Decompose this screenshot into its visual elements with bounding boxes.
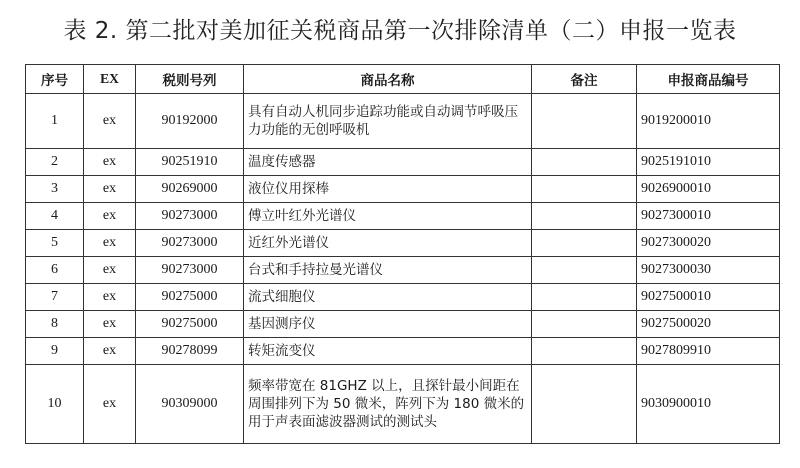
cell-product-name: 基因测序仪	[244, 311, 532, 338]
cell-tariff-code: 90273000	[136, 257, 244, 284]
cell-ex: ex	[84, 284, 136, 311]
table-row	[26, 176, 780, 203]
cell-declared-code: 9027300010	[637, 203, 780, 230]
cell-index: 6	[26, 257, 84, 284]
cell-tariff-code: 90273000	[136, 203, 244, 230]
cell-declared-code: 9026900010	[637, 176, 780, 203]
column-header-declared-code: 申报商品编号	[637, 65, 780, 94]
column-header-remarks: 备注	[532, 65, 637, 94]
cell-ex: ex	[84, 311, 136, 338]
table-row	[26, 311, 780, 338]
cell-product-name: 台式和手持拉曼光谱仪	[244, 257, 532, 284]
column-header-ex: EX	[84, 65, 136, 94]
cell-remarks	[532, 284, 637, 311]
cell-ex: ex	[84, 176, 136, 203]
table-row	[26, 365, 780, 444]
table-row	[26, 257, 780, 284]
cell-remarks	[532, 365, 637, 444]
cell-declared-code: 9025191010	[637, 149, 780, 176]
cell-tariff-code: 90192000	[136, 94, 244, 149]
table-row	[26, 149, 780, 176]
cell-remarks	[532, 338, 637, 365]
cell-index: 10	[26, 365, 84, 444]
cell-ex: ex	[84, 338, 136, 365]
cell-product-name: 转矩流变仪	[244, 338, 532, 365]
cell-tariff-code: 90251910	[136, 149, 244, 176]
cell-ex: ex	[84, 94, 136, 149]
cell-index: 5	[26, 230, 84, 257]
cell-tariff-code: 90278099	[136, 338, 244, 365]
cell-product-name: 液位仪用探棒	[244, 176, 532, 203]
column-header-index: 序号	[26, 65, 84, 94]
cell-declared-code: 9027300030	[637, 257, 780, 284]
cell-product-name: 温度传感器	[244, 149, 532, 176]
table-row	[26, 284, 780, 311]
table-header-row	[26, 65, 780, 94]
cell-remarks	[532, 311, 637, 338]
cell-tariff-code: 90269000	[136, 176, 244, 203]
cell-remarks	[532, 149, 637, 176]
cell-remarks	[532, 257, 637, 284]
cell-index: 2	[26, 149, 84, 176]
table-row	[26, 338, 780, 365]
cell-declared-code: 9030900010	[637, 365, 780, 444]
table-row	[26, 94, 780, 149]
table-row	[26, 230, 780, 257]
cell-declared-code: 9027500020	[637, 311, 780, 338]
cell-ex: ex	[84, 365, 136, 444]
cell-declared-code: 9027300020	[637, 230, 780, 257]
cell-product-name: 傅立叶红外光谱仪	[244, 203, 532, 230]
cell-index: 7	[26, 284, 84, 311]
cell-remarks	[532, 230, 637, 257]
cell-product-name: 具有自动人机同步追踪功能或自动调节呼吸压力功能的无创呼吸机	[244, 94, 532, 149]
cell-product-name: 近红外光谱仪	[244, 230, 532, 257]
cell-declared-code: 9027500010	[637, 284, 780, 311]
cell-ex: ex	[84, 149, 136, 176]
cell-ex: ex	[84, 203, 136, 230]
table-row	[26, 203, 780, 230]
cell-index: 9	[26, 338, 84, 365]
column-header-tariff-code: 税则号列	[136, 65, 244, 94]
cell-tariff-code: 90273000	[136, 230, 244, 257]
cell-tariff-code: 90275000	[136, 311, 244, 338]
cell-product-name: 频率带宽在 81GHZ 以上，且探针最小间距在周围排列下为 50 微米，阵列下为 180 微米的用于声表面滤波器测试的测试头	[244, 365, 532, 444]
cell-index: 4	[26, 203, 84, 230]
cell-declared-code: 9019200010	[637, 94, 780, 149]
cell-declared-code: 9027809910	[637, 338, 780, 365]
cell-ex: ex	[84, 230, 136, 257]
table-body	[26, 94, 780, 444]
cell-ex: ex	[84, 257, 136, 284]
cell-index: 1	[26, 94, 84, 149]
exclusion-list-table	[25, 64, 780, 444]
cell-product-name: 流式细胞仪	[244, 284, 532, 311]
cell-index: 3	[26, 176, 84, 203]
cell-index: 8	[26, 311, 84, 338]
cell-remarks	[532, 176, 637, 203]
page-title: 表 2. 第二批对美加征关税商品第一次排除清单（二）申报一览表	[63, 18, 737, 44]
cell-tariff-code: 90309000	[136, 365, 244, 444]
cell-remarks	[532, 203, 637, 230]
cell-remarks	[532, 94, 637, 149]
cell-tariff-code: 90275000	[136, 284, 244, 311]
column-header-product-name: 商品名称	[244, 65, 532, 94]
